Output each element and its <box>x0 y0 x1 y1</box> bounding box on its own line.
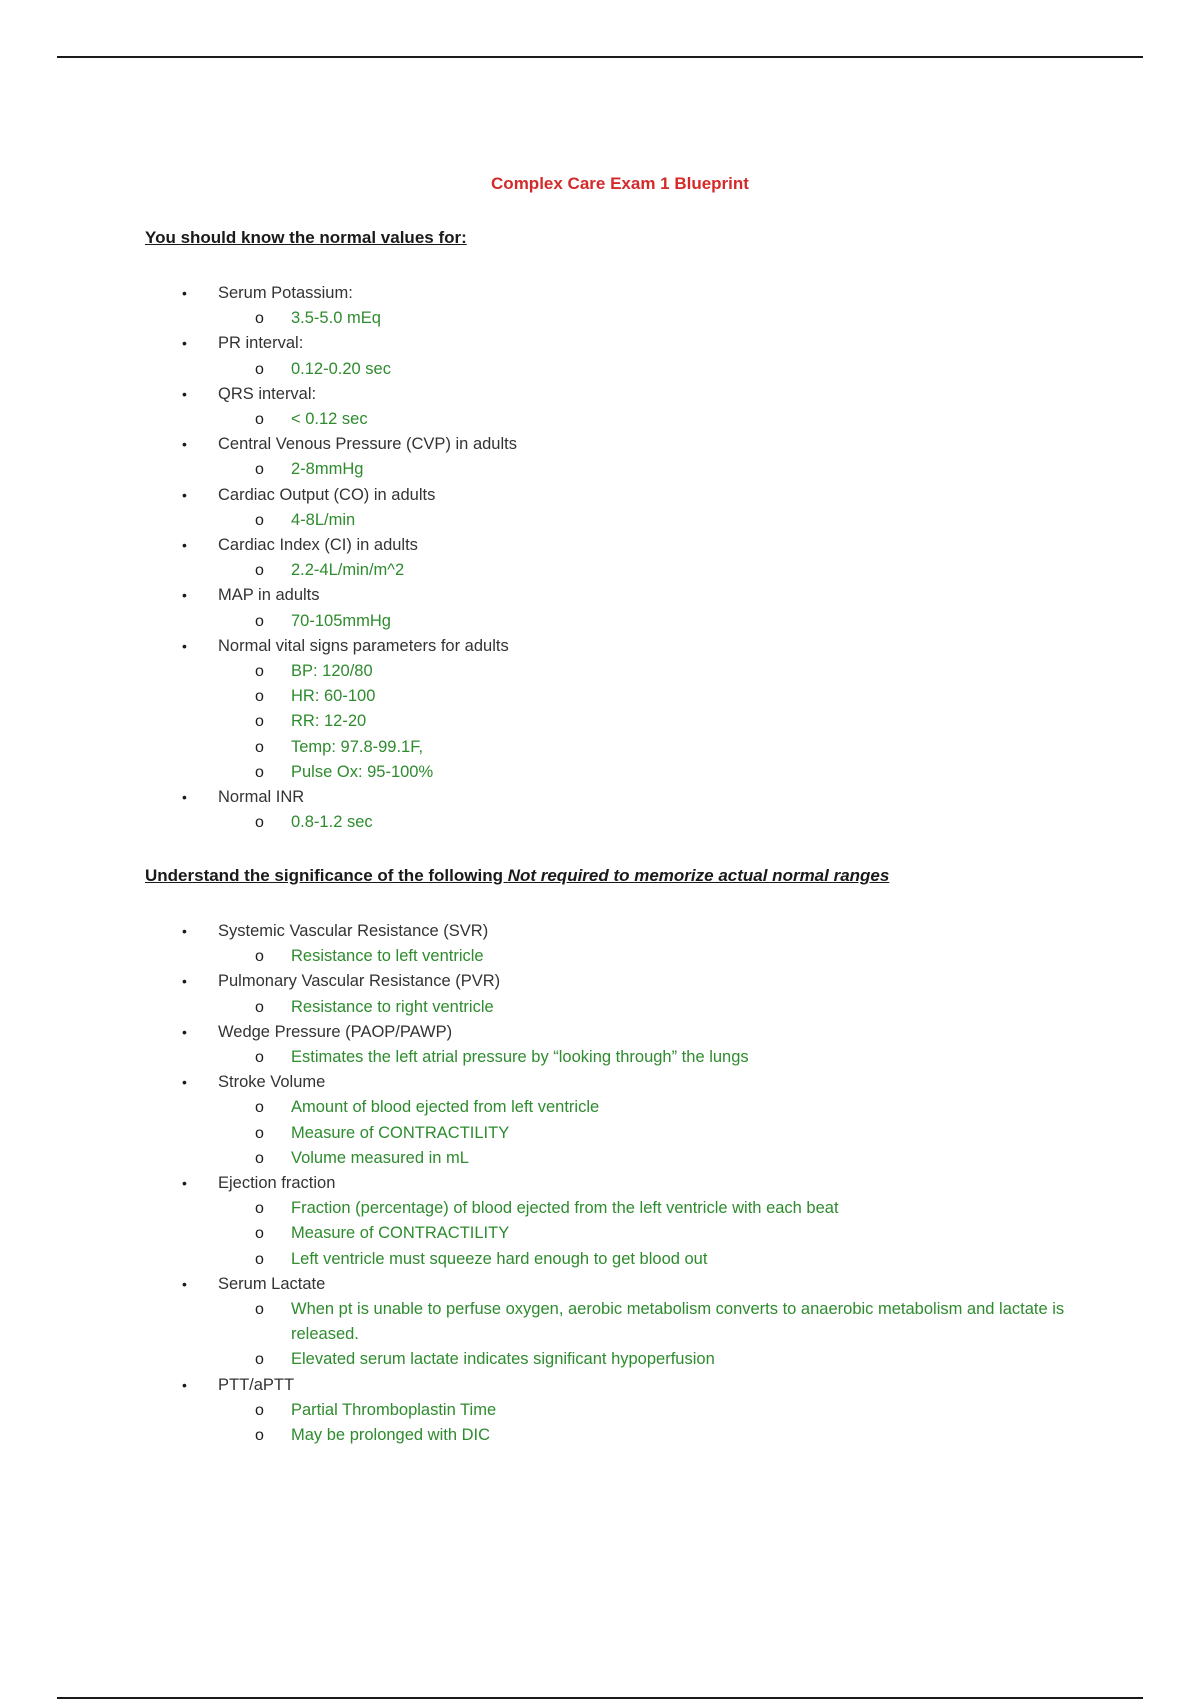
sub-bullet: o <box>255 998 264 1016</box>
sub-item-text: Estimates the left atrial pressure by “looking through” the lungs <box>291 1048 749 1067</box>
sub-item <box>218 944 1145 969</box>
bullet: • <box>182 1275 187 1292</box>
sub-list <box>218 306 1145 331</box>
bullet: • <box>182 789 187 806</box>
sub-bullet: o <box>255 713 264 731</box>
sub-item-text: Partial Thromboplastin Time <box>291 1400 497 1419</box>
sub-bullet: o <box>255 763 264 781</box>
bullet: • <box>182 385 187 402</box>
list-item <box>145 1272 1145 1373</box>
sub-item <box>218 760 1145 785</box>
sub-item-text: Elevated serum lactate indicates significant hypoperfusion <box>291 1350 715 1369</box>
sub-list <box>218 457 1145 482</box>
sub-item <box>218 457 1145 482</box>
sub-item-text: Temp: 97.8-99.1F, <box>291 737 424 756</box>
sub-item <box>218 1095 1145 1120</box>
sub-bullet: o <box>255 1301 264 1319</box>
sub-bullet: o <box>255 1250 264 1268</box>
sub-item-text: When pt is unable to perfuse oxygen, aerobic metabolism converts to anaerobic metabolism and lactate is released. <box>291 1300 1065 1344</box>
sub-item <box>218 1347 1145 1372</box>
sub-item <box>218 357 1145 382</box>
bullet: • <box>182 1023 187 1040</box>
list-item <box>145 432 1145 482</box>
bullet: • <box>182 486 187 503</box>
sub-item <box>218 508 1145 533</box>
sub-bullet: o <box>255 612 264 630</box>
sub-bullet: o <box>255 663 264 681</box>
sub-item <box>218 1045 1145 1070</box>
sub-item <box>218 659 1145 684</box>
list-item <box>145 533 1145 583</box>
item-label: Stroke Volume <box>218 1073 326 1092</box>
sub-item-text: BP: 120/80 <box>291 662 373 681</box>
sub-item-text: 0.12-0.20 sec <box>291 359 391 378</box>
sub-item-text: < 0.12 sec <box>291 410 368 429</box>
sub-item-text: Resistance to left ventricle <box>291 947 484 966</box>
sub-item <box>218 1247 1145 1272</box>
list-item <box>145 1373 1145 1449</box>
bullet: • <box>182 637 187 654</box>
list-item <box>145 919 1145 969</box>
sub-bullet: o <box>255 1200 264 1218</box>
sub-bullet: o <box>255 1225 264 1243</box>
sub-bullet: o <box>255 1427 264 1445</box>
sub-item-text: RR: 12-20 <box>291 712 367 731</box>
sub-list <box>218 357 1145 382</box>
list-item <box>145 1020 1145 1070</box>
sub-bullet: o <box>255 814 264 832</box>
sub-list <box>218 995 1145 1020</box>
sub-item-text: 0.8-1.2 sec <box>291 813 373 832</box>
bullet: • <box>182 1376 187 1393</box>
item-label: Normal INR <box>218 788 305 807</box>
bullet: • <box>182 335 187 352</box>
sub-bullet: o <box>255 411 264 429</box>
sub-list <box>218 1398 1145 1448</box>
item-label: Normal vital signs parameters for adults <box>218 636 509 655</box>
sub-item-text: 70-105mmHg <box>291 611 391 630</box>
item-label: Cardiac Index (CI) in adults <box>218 536 418 555</box>
sub-bullet: o <box>255 1099 264 1117</box>
sub-item <box>218 1423 1145 1448</box>
list-item <box>145 969 1145 1019</box>
item-label: PTT/aPTT <box>218 1375 295 1394</box>
sub-item-text: 3.5-5.0 mEq <box>291 309 381 328</box>
section-heading: You should know the normal values for: <box>145 228 467 247</box>
item-label: PR interval: <box>218 334 304 353</box>
sub-list <box>218 609 1145 634</box>
bullet: • <box>182 537 187 554</box>
sub-bullet: o <box>255 1149 264 1167</box>
list-item <box>145 1070 1145 1171</box>
item-label: Serum Potassium: <box>218 284 353 302</box>
list-item <box>145 281 1145 331</box>
sub-bullet: o <box>255 1401 264 1419</box>
sub-item <box>218 1196 1145 1221</box>
heading-note: Not required to memorize actual normal ranges <box>507 866 890 885</box>
bullet: • <box>182 923 187 939</box>
normal-values-list <box>145 281 1145 835</box>
sub-item-text: 2.2-4L/min/m^2 <box>291 561 405 580</box>
sub-list <box>218 944 1145 969</box>
sub-item-text: Volume measured in mL <box>291 1148 469 1167</box>
sub-list <box>218 1095 1145 1171</box>
sub-item-text: Amount of blood ejected from left ventricle <box>291 1098 600 1117</box>
sub-item <box>218 709 1145 734</box>
significance-list <box>145 919 1145 1448</box>
list-item <box>145 583 1145 633</box>
header-rule <box>57 56 1143 58</box>
sub-item-text: 2-8mmHg <box>291 460 364 479</box>
item-label: Serum Lactate <box>218 1274 326 1293</box>
sub-list <box>218 1045 1145 1070</box>
section-heading <box>145 864 1145 888</box>
sub-bullet: o <box>255 360 264 378</box>
sub-item <box>218 407 1145 432</box>
sub-bullet: o <box>255 562 264 580</box>
bullet: • <box>182 973 187 990</box>
sub-list <box>218 558 1145 583</box>
sub-bullet: o <box>255 738 264 756</box>
sub-list <box>218 659 1145 785</box>
bullet: • <box>182 1175 187 1192</box>
sub-item-text: Fraction (percentage) of blood ejected from the left ventricle with each beat <box>291 1199 839 1218</box>
item-label: Pulmonary Vascular Resistance (PVR) <box>218 972 501 991</box>
sub-item-text: Left ventricle must squeeze hard enough to get blood out <box>291 1249 708 1268</box>
page-title: Complex Care Exam 1 Blueprint <box>491 174 749 193</box>
sub-item <box>218 1121 1145 1146</box>
sub-bullet: o <box>255 948 264 966</box>
sub-list <box>218 508 1145 533</box>
item-label: Systemic Vascular Resistance (SVR) <box>218 922 489 940</box>
sub-bullet: o <box>255 1351 264 1369</box>
list-item <box>145 1171 1145 1272</box>
item-label: Wedge Pressure (PAOP/PAWP) <box>218 1022 453 1041</box>
list-item <box>145 483 1145 533</box>
sub-item <box>218 995 1145 1020</box>
sub-item-text: Resistance to right ventricle <box>291 997 494 1016</box>
sub-item-text: Measure of CONTRACTILITY <box>291 1123 510 1142</box>
bullet: • <box>182 1074 187 1091</box>
section-normal-values <box>145 226 1145 835</box>
sub-item <box>218 306 1145 331</box>
sub-bullet: o <box>255 688 264 706</box>
list-item <box>145 382 1145 432</box>
footer-rule <box>57 1697 1143 1699</box>
sub-item <box>218 558 1145 583</box>
heading-main: Understand the significance of the following <box>145 866 508 885</box>
sub-item <box>218 1146 1145 1171</box>
list-item <box>145 634 1145 785</box>
item-label: Central Venous Pressure (CVP) in adults <box>218 435 517 454</box>
sub-item-text: May be prolonged with DIC <box>291 1426 491 1445</box>
sub-item <box>218 1297 1145 1347</box>
item-label: Cardiac Output (CO) in adults <box>218 485 436 504</box>
bullet: • <box>182 587 187 604</box>
item-label: QRS interval: <box>218 384 317 403</box>
sub-item-text: HR: 60-100 <box>291 687 376 706</box>
sub-list <box>218 1196 1145 1272</box>
sub-list <box>218 1297 1145 1373</box>
section-significance <box>145 864 1145 1448</box>
sub-item-text: Pulse Ox: 95-100% <box>291 762 434 781</box>
sub-bullet: o <box>255 511 264 529</box>
sub-bullet: o <box>255 461 264 479</box>
sub-item <box>218 684 1145 709</box>
sub-bullet: o <box>255 1049 264 1067</box>
sub-item-text: 4-8L/min <box>291 510 356 529</box>
sub-item <box>218 609 1145 634</box>
sub-item <box>218 810 1145 835</box>
bullet: • <box>182 436 187 453</box>
sub-list <box>218 810 1145 835</box>
sub-bullet: o <box>255 1124 264 1142</box>
sub-list <box>218 407 1145 432</box>
bullet: • <box>182 285 187 301</box>
sub-item <box>218 1398 1145 1423</box>
sub-bullet: o <box>255 310 264 328</box>
item-label: MAP in adults <box>218 586 320 605</box>
item-label: Ejection fraction <box>218 1174 336 1193</box>
sub-item <box>218 735 1145 760</box>
sub-item <box>218 1221 1145 1246</box>
list-item <box>145 331 1145 381</box>
list-item <box>145 785 1145 835</box>
sub-item-text: Measure of CONTRACTILITY <box>291 1224 510 1243</box>
